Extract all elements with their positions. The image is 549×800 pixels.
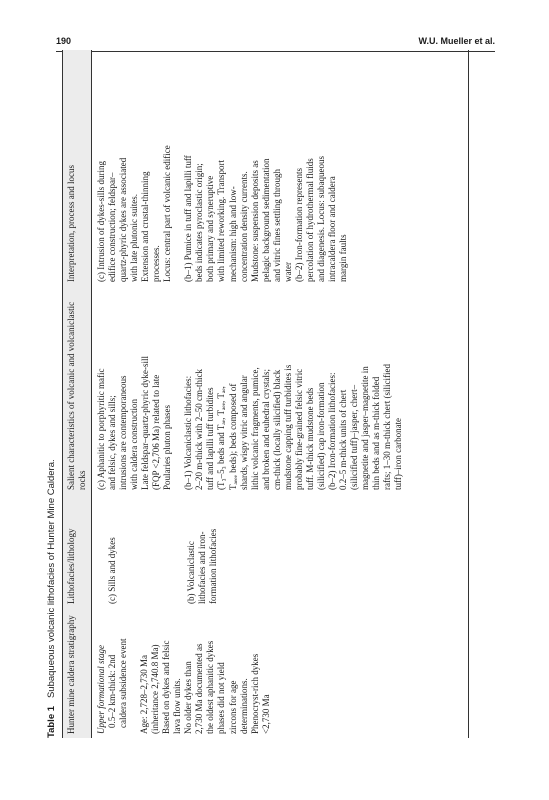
- list-col3-group1: [96, 290, 173, 490]
- table-cell-line: Locus: central part of volcanic edifice: [162, 145, 173, 282]
- header-lithofacies: Lithofacies/lithology: [66, 528, 76, 604]
- table-cell-line: (inheritance 2,740.8 Ma): [150, 644, 161, 734]
- table-cell-line: (b–1) Volcaniclastic lithofacies:: [183, 375, 194, 490]
- table-cell-line: mudstone capping tuff turbidites is: [282, 364, 293, 490]
- table-cell-line: both primary and syneruptive: [205, 175, 216, 282]
- table-cell-line: (c) Aphanitic to porphyritic mafic: [96, 368, 106, 490]
- table-cell-line: intracaldera floor and caldera: [326, 176, 337, 282]
- table-cell-line: (c) Sills and dykes: [107, 537, 117, 604]
- table-cell-line: intrusions are contemporaneous: [118, 375, 129, 490]
- table-label: Table 1: [46, 705, 57, 738]
- list-col1-group1: [107, 610, 129, 734]
- cell-characteristics: [96, 290, 414, 496]
- table-cell-line: (FQP <2,706 Ma) related to late: [151, 374, 162, 490]
- page-number: 190: [56, 36, 72, 46]
- table-cell-line: and vitric fines settling through: [271, 169, 282, 282]
- table-cell-line: Tₐₑₑₑ beds); beds composed of: [227, 383, 238, 490]
- table-cell-line: thin beds and as m-thick folded: [371, 376, 382, 490]
- table-bottom-rule: [468, 50, 469, 738]
- table-cell-line: with caldera construction: [129, 399, 140, 490]
- table-cell-line: (b–2) Iron-formation represents: [293, 168, 304, 282]
- table-cell-line: Mudstone: suspension deposits as: [249, 160, 260, 282]
- table-cell-line: lithofacies and iron-: [197, 531, 208, 604]
- header-characteristics: Salient characteristics of volcanic and volcaniclastic rocks: [66, 301, 87, 490]
- table-cell-line: 2–20 m-thick with 2–50 cm-thick: [194, 369, 205, 490]
- table-cell-line: margin faults: [337, 234, 348, 282]
- table-cell-line: caldera subsidence event: [118, 638, 129, 728]
- table-cell-line: (b–2) Iron-formation lithofacies:: [326, 372, 337, 490]
- table-header-row: [62, 50, 92, 738]
- cell-stratigraphy: [96, 610, 414, 738]
- table-cell-line: percolation of hydrothermal fluids: [304, 158, 315, 282]
- table-cell-line: edifice construction; feldspar–: [107, 172, 118, 282]
- table-cell-line: mechanism: high and low-: [227, 186, 238, 282]
- cell-lithofacies: [96, 496, 414, 610]
- table-cell-line: tuff and lapilli tuff turbidites: [205, 387, 216, 490]
- table-cell-line: lava flow units.: [172, 678, 183, 734]
- table-cell-line: with late plutonic suites.: [129, 194, 140, 282]
- table-cell-line: lithic volcanic fragments, pumice,: [249, 367, 260, 490]
- table-cell-line: Extension and crustal-thinning: [140, 171, 151, 282]
- header-stratigraphy: Hunter mine caldera stratigraphy: [66, 615, 76, 734]
- list-col4-group2: [183, 62, 349, 282]
- table-body-row: [92, 50, 414, 738]
- table-cell-line: determinations.: [238, 678, 249, 734]
- table-cell-line: (silicified) cap iron-formation: [315, 382, 326, 490]
- table-cell-line: 2,730 Ma documented as: [194, 643, 205, 734]
- list-col4-group1: [96, 62, 173, 282]
- table-cell-line: the oldest aphanitic dykes: [205, 640, 216, 734]
- table-cell-line: Phenocryst-rich dykes: [249, 653, 260, 734]
- table-cell-line: tuff. M-thick mudstone beds: [304, 387, 315, 490]
- table-cell-line: and felsic, dykes and sills;: [107, 395, 118, 490]
- table-cell-line: magnetite and jasper–magnetite in: [360, 366, 371, 490]
- running-header-author: W.U. Mueller et al.: [418, 36, 495, 46]
- table-cell-line: pelagic background sedimentation: [260, 158, 271, 282]
- table-cell-line: Based on dykes and felsic: [161, 640, 172, 734]
- table-cell-line: shards, wispy vitric and angular: [238, 375, 249, 490]
- table-cell-line: and broken and euhedral crystals;: [260, 369, 271, 490]
- table-cell-line: (b–1) Pumice in tuff and lapilli tuff: [183, 155, 194, 282]
- table-cell-line: Poularies pluton phases: [162, 405, 173, 490]
- table-cell-line: quartz-phyric dykes are associated: [118, 157, 129, 282]
- table-cell-line: and diagenesis. Locus: subaqueous: [315, 156, 326, 282]
- table-cell-line: (silicified tuff)–jasper, chert–: [349, 384, 360, 490]
- rotated-table-block: [46, 50, 471, 738]
- table-cell-line: (c) Intrusion of dykes-sills during: [96, 161, 106, 282]
- table-cell-line: No older dykes than: [183, 661, 194, 734]
- table-cell-line: tuff)–iron carbonate: [393, 417, 404, 490]
- table-cell-line: <2,730 Ma: [260, 694, 271, 734]
- list-col2-group1: [107, 496, 118, 604]
- table-cell-line: water: [282, 262, 293, 282]
- table-cell-line: Age: 2,728–2,730 Ma: [139, 655, 150, 734]
- header-interpretation: Interpretation, process and locus: [66, 165, 76, 282]
- table-cell-line: 0.5–2 km-thick: 2nd: [107, 654, 118, 728]
- table-cell-line: zircons for age: [227, 680, 238, 734]
- lithofacies-table: [62, 50, 414, 738]
- table-cell-line: 0.2–5 m-thick units of chert: [337, 389, 348, 490]
- table-cell-line: rafts; 1–30 m-thick chert (silicified: [382, 364, 393, 490]
- list-col3-group2: [183, 290, 404, 490]
- table-caption-text: Subaqueous volcanic lithofacies of Hunter Mine Caldera.: [46, 459, 57, 699]
- table-cell-line: probably fine-grained felsic vitric: [293, 368, 304, 490]
- table-cell-line: (T₃–5₃ beds and Tₐₑ, Tₐₑₑ, Tₐₑ,: [216, 386, 227, 490]
- list-col2-group2: [186, 496, 219, 604]
- table-caption: [46, 50, 58, 738]
- table-cell-line: (b) Volcaniclastic: [186, 541, 197, 604]
- table-cell-line: with limited reworking. Transport: [216, 160, 227, 282]
- table-cell-line: Late feldspar–quartz-phyric dyke-sill: [140, 356, 151, 490]
- table-cell-line: processes.: [151, 245, 162, 282]
- stage-label: Upper formational stage: [96, 645, 106, 734]
- table-cell-line: concentration density currents.: [238, 171, 249, 282]
- table-cell-line: phases did not yield: [216, 662, 227, 734]
- list-col1-group2: [139, 610, 272, 734]
- table-cell-line: formation lithofacies: [208, 528, 219, 604]
- table-cell-line: beds indicates pyroclastic origin;: [194, 163, 205, 282]
- table-cell-line: cm-thick (locally silicified) black: [271, 369, 282, 490]
- cell-interpretation: [96, 62, 414, 290]
